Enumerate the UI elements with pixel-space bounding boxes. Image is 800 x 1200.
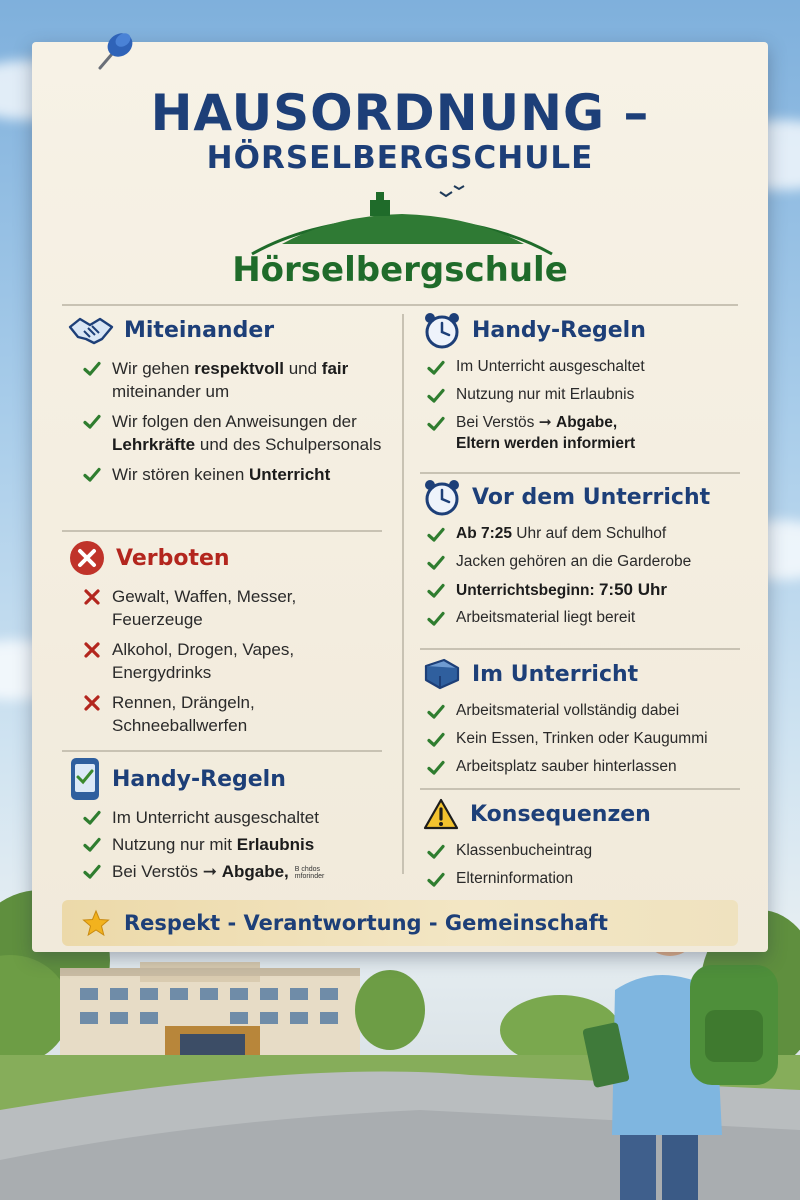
- warning-icon: [422, 797, 460, 831]
- divider: [420, 472, 740, 474]
- list-item: Elterninformation: [426, 868, 752, 890]
- page-subtitle: HÖRSELBERGSCHULE: [206, 140, 594, 176]
- im-unterricht-heading: Im Unterricht: [472, 661, 639, 687]
- divider: [62, 750, 382, 752]
- check-icon: [426, 730, 446, 750]
- book-icon: [422, 656, 462, 692]
- handy-heading-left: Handy-Regeln: [112, 766, 286, 792]
- page-title: HAUSORDNUNG –: [150, 84, 650, 142]
- list-item: Nutzung nur mit Erlaubnis: [82, 833, 388, 856]
- list-item: Bei Verstös ➞ Abgabe, B chdos mforinder: [82, 860, 388, 883]
- list-item: Wir stören keinen Unterricht: [82, 463, 388, 486]
- section-handy-right: [422, 310, 752, 460]
- check-icon: [82, 359, 102, 379]
- x-circle-icon: [68, 539, 106, 577]
- handy-heading-right: Handy-Regeln: [472, 317, 646, 343]
- list-item: Arbeitsmaterial liegt bereit: [426, 607, 752, 629]
- verboten-heading: Verboten: [116, 545, 230, 571]
- check-icon: [426, 414, 446, 434]
- list-item: Klassenbucheintrag: [426, 840, 752, 862]
- check-icon: [82, 465, 102, 485]
- list-item: Alkohol, Drogen, Vapes, Energydrinks: [82, 638, 388, 684]
- list-item: Wir folgen den Anweisungen der Lehrkräfte und des Schulpersonals: [82, 410, 388, 456]
- list-item: Im Unterricht ausgeschaltet: [82, 806, 388, 829]
- divider: [62, 530, 382, 532]
- handshake-icon: [68, 313, 114, 347]
- section-handy-left: [68, 756, 388, 887]
- check-icon: [82, 808, 102, 828]
- list-item: Rennen, Drängeln, Schneeballwerfen: [82, 691, 388, 737]
- divider: [420, 648, 740, 650]
- check-icon: [82, 412, 102, 432]
- column-divider: [402, 314, 404, 874]
- cross-icon: [82, 693, 102, 713]
- check-icon: [82, 835, 102, 855]
- list-item: Unterrichtsbeginn: 7:50 Uhr: [426, 579, 752, 601]
- list-item: Jacken gehören an die Garderobe: [426, 551, 752, 573]
- check-icon: [426, 386, 446, 406]
- divider: [62, 304, 738, 306]
- divider: [420, 788, 740, 790]
- star-icon: [82, 909, 110, 937]
- pushpin-icon: [92, 28, 138, 74]
- phone-icon: [68, 756, 102, 802]
- list-item: Gewalt, Waffen, Messer, Feuerzeuge: [82, 585, 388, 631]
- poster: [32, 42, 768, 952]
- list-item: Ab 7:25 Uhr auf dem Schulhof: [426, 523, 752, 545]
- check-icon: [426, 358, 446, 378]
- section-im-unterricht: [422, 654, 752, 784]
- list-item: Wir gehen respektvoll und fair miteinander um: [82, 357, 388, 403]
- check-icon: [426, 842, 446, 862]
- check-icon: [426, 609, 446, 629]
- section-miteinander: [68, 310, 388, 493]
- miteinander-heading: Miteinander: [124, 317, 275, 343]
- check-icon: [82, 862, 102, 882]
- logo-text: Hörselbergschule: [232, 250, 568, 290]
- check-icon: [426, 758, 446, 778]
- list-item: Nutzung nur mit Erlaubnis: [426, 384, 752, 406]
- check-icon: [426, 553, 446, 573]
- cross-icon: [82, 587, 102, 607]
- list-item: Im Unterricht ausgeschaltet: [426, 356, 752, 378]
- section-konsequenzen: [422, 794, 752, 896]
- footer-banner: [62, 900, 738, 946]
- section-verboten: [68, 538, 388, 744]
- check-icon: [426, 581, 446, 601]
- alarm-clock-icon: [422, 477, 462, 517]
- list-item: Arbeitsmaterial vollständig dabei: [426, 700, 752, 722]
- section-vor-dem-unterricht: [422, 477, 752, 635]
- check-icon: [426, 525, 446, 545]
- check-icon: [426, 870, 446, 890]
- vor-heading: Vor dem Unterricht: [472, 484, 711, 510]
- cross-icon: [82, 640, 102, 660]
- list-item: Bei Verstös ➞ Abgabe, Eltern werden informiert: [426, 412, 752, 454]
- footer-text: Respekt - Verantwortung - Gemeinschaft: [124, 911, 608, 935]
- list-item: Kein Essen, Trinken oder Kaugummi: [426, 728, 752, 750]
- check-icon: [426, 702, 446, 722]
- alarm-clock-icon: [422, 310, 462, 350]
- list-item: Arbeitsplatz sauber hinterlassen: [426, 756, 752, 778]
- konsequenzen-heading: Konsequenzen: [470, 801, 651, 827]
